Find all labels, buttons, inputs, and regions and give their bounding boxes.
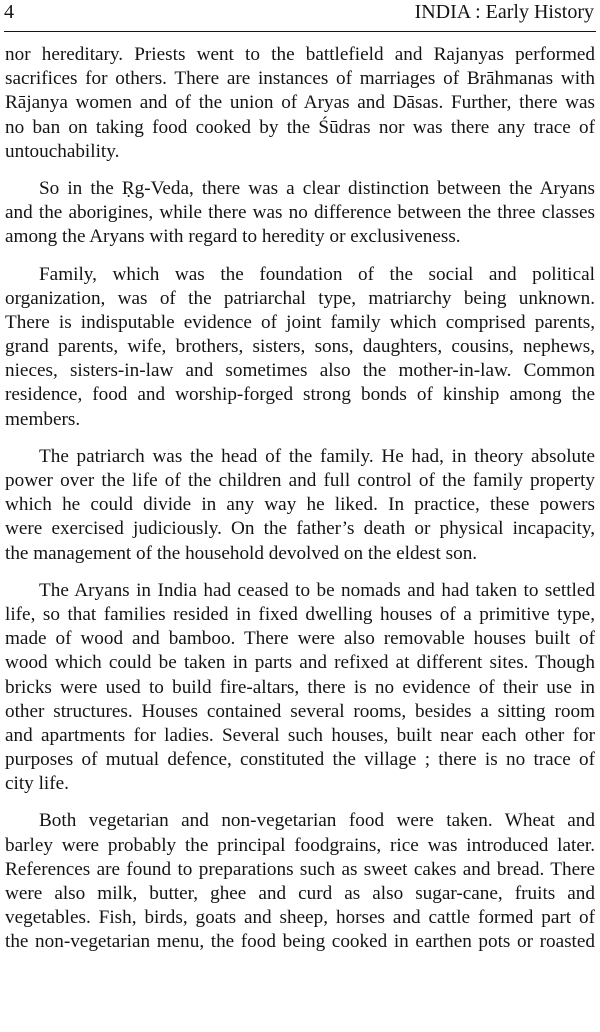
- body-text: [5, 43, 595, 955]
- text-line: purposes of mutual defence, constituted the village ; there is no trace of: [5, 749, 595, 771]
- text-line: power over the life of the children and full control of the family property: [5, 470, 595, 491]
- text-line: nor hereditary. Priests went to the battlefield and Rajanyas performed: [5, 44, 595, 65]
- text-line: residence, food and worship-forged strong bonds of kinship among the: [5, 384, 595, 406]
- text-line: wood which could be taken in parts and refixed at different sites. Though: [5, 652, 595, 674]
- paragraph-gap: [5, 566, 595, 579]
- running-head: [0, 0, 600, 30]
- text-line: the non-vegetarian menu, the food being cooked in earthen pots or roasted: [5, 931, 595, 953]
- text-line: were also milk, butter, ghee and curd as also sugar-cane, fruits and: [5, 883, 595, 904]
- text-line: life, so that families resided in fixed dwelling houses of a primitive type,: [5, 603, 595, 625]
- page-number: 4: [4, 1, 14, 23]
- text-line: nieces, sisters-in-law and sometimes also the mother-in-law. Common: [5, 360, 595, 382]
- text-line: sacrifices for others. There are instances of marriages of Brāhmanas with: [5, 68, 595, 90]
- text-line: barley were probably the principal foodgrains, rice was introduced later.: [5, 834, 595, 856]
- text-line: and apartments for ladies. Several such houses, built near each other for: [5, 724, 595, 746]
- text-line: were exercised judiciously. On the father’s death or physical incapacity,: [5, 518, 595, 540]
- running-title: INDIA : Early History: [414, 1, 594, 23]
- text-line: untouchability.: [5, 140, 120, 162]
- text-line: among the Aryans with regard to heredity or exclusiveness.: [5, 226, 461, 248]
- paragraph: [5, 43, 595, 164]
- paragraph: [5, 263, 595, 432]
- text-line: organization, was of the patriarchal type, matriarchy being unknown.: [5, 287, 595, 309]
- text-line: grand parents, wife, brothers, sisters, sons, daughters, cousins, nephews,: [5, 336, 595, 358]
- text-line: Family, which was the foundation of the social and political: [39, 263, 595, 285]
- paragraph: [5, 445, 595, 566]
- text-line: the management of the household devolved on the eldest son.: [5, 542, 478, 564]
- text-line: no ban on taking food cooked by the Śūdras nor was there any trace of: [5, 116, 595, 138]
- text-line: and the aborigines, while there was no difference between the three classes: [5, 202, 595, 224]
- text-line: other structures. Houses contained several rooms, besides a sitting room: [5, 700, 595, 722]
- text-line: members.: [5, 408, 81, 430]
- paragraph-gap: [5, 796, 595, 809]
- header-rule: [4, 31, 596, 32]
- paragraph-gap: [5, 250, 595, 263]
- text-line: vegetables. Fish, birds, goats and sheep, horses and cattle formed part of: [5, 907, 595, 929]
- paragraph: [5, 177, 595, 250]
- text-line: References are found to preparations such as sweet cakes and bread. There: [5, 858, 595, 880]
- text-line: Rājanya women and of the union of Aryas and Dāsas. Further, there was: [5, 92, 595, 114]
- paragraph: [5, 809, 595, 954]
- text-line: bricks were used to build fire-altars, there is no evidence of their use in: [5, 676, 595, 698]
- text-line: The Aryans in India had ceased to be nomads and had taken to settled: [39, 579, 595, 601]
- text-line: The patriarch was the head of the family. He had, in theory absolute: [39, 445, 595, 467]
- paragraph-gap: [5, 164, 595, 177]
- text-line: which he could divide in any way he liked. In practice, these powers: [5, 494, 595, 516]
- paragraph-gap: [5, 432, 595, 445]
- text-line: Both vegetarian and non-vegetarian food were taken. Wheat and: [39, 810, 595, 832]
- text-line: There is indisputable evidence of joint family which comprised parents,: [5, 311, 595, 333]
- text-line: So in the Ṛg-Veda, there was a clear distinction between the Aryans: [39, 177, 595, 199]
- text-line: city life.: [5, 773, 69, 795]
- text-line: made of wood and bamboo. There were also removable houses built of: [5, 628, 595, 650]
- paragraph: [5, 579, 595, 797]
